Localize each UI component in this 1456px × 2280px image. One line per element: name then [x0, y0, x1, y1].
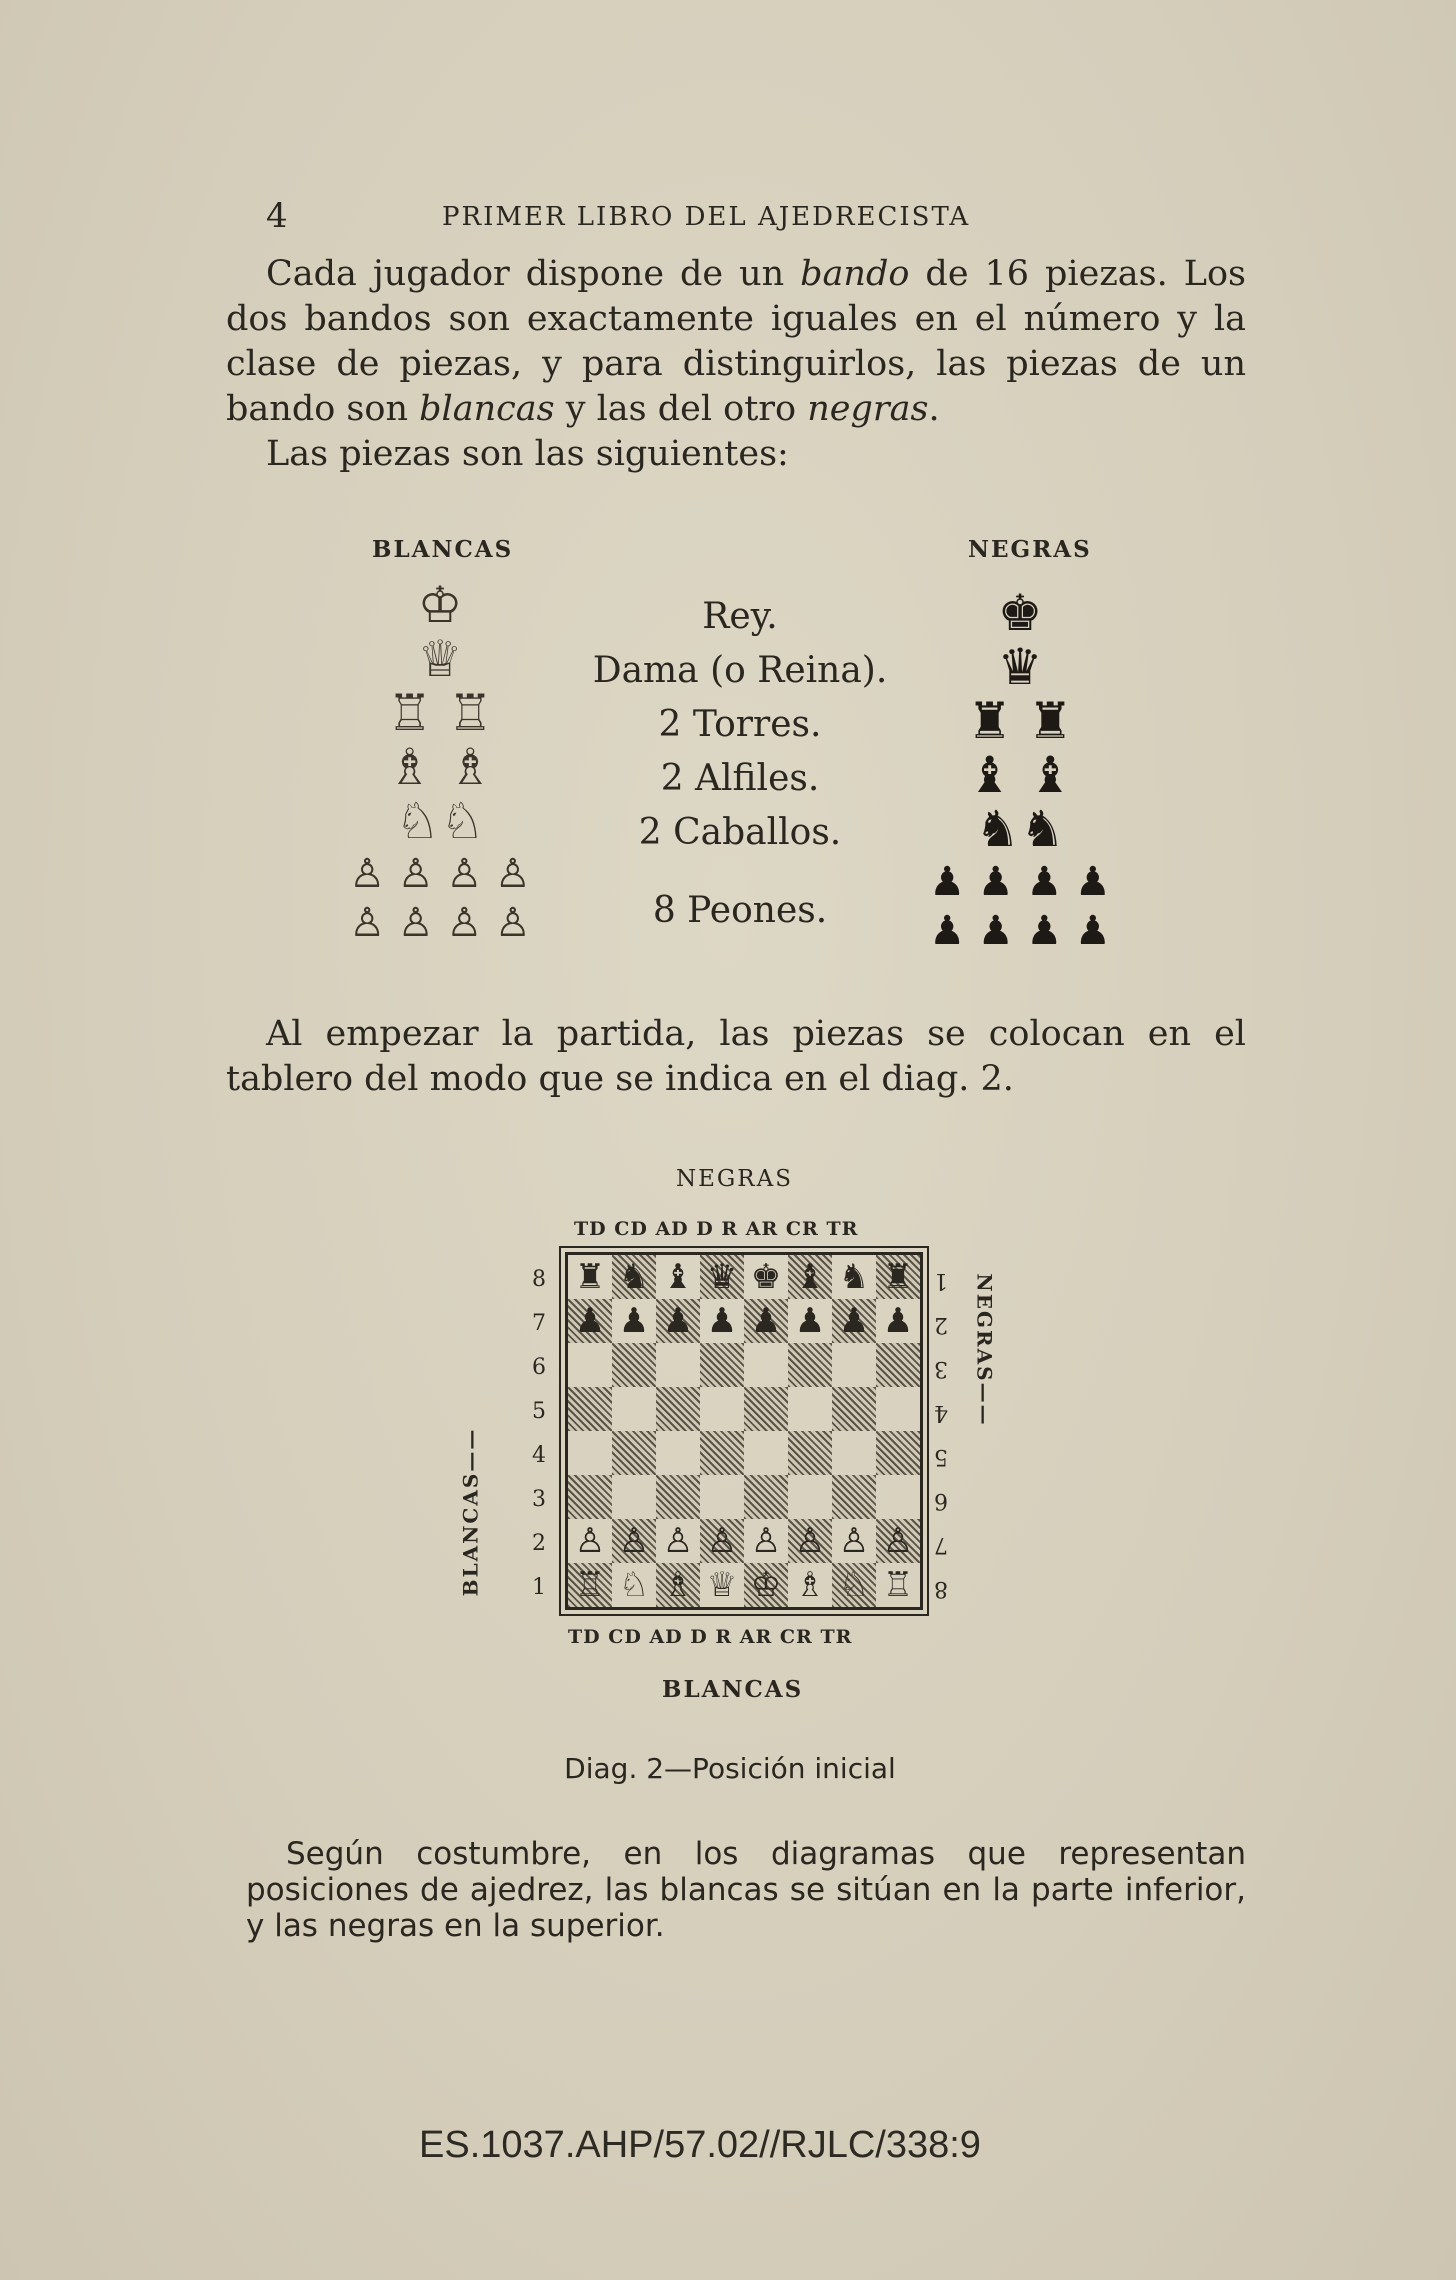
black-pawns-row1-icon: ♟ ♟ ♟ ♟: [929, 859, 1111, 905]
left-rank-4: 4: [532, 1443, 546, 1468]
board-square: ♙: [750, 1521, 782, 1561]
board-square: ♗: [794, 1565, 826, 1605]
board-square: [568, 1387, 612, 1431]
board-square: [744, 1387, 788, 1431]
board-square: [744, 1431, 788, 1475]
board-square: ♟: [832, 1299, 876, 1343]
board-square: [656, 1343, 700, 1387]
board-square: ♙: [788, 1519, 832, 1563]
board-square: ♟: [794, 1301, 826, 1341]
right-rank-4: 4: [934, 1400, 948, 1425]
diagram-files-bottom: TD CD AD D R AR CR TR: [568, 1626, 853, 1648]
white-rooks-icon: ♖ ♖: [387, 684, 493, 742]
diagram-left-side-label: BLANCAS——: [458, 1427, 483, 1597]
left-rank-8: 8: [532, 1267, 546, 1292]
board-square: ♟: [744, 1299, 788, 1343]
white-pawns-row2-icon: ♙ ♙ ♙ ♙: [349, 900, 531, 946]
right-rank-3: 3: [934, 1356, 948, 1381]
archive-reference: ES.1037.AHP/57.02//RJLC/338:9: [419, 2124, 981, 2166]
paragraph-costumbre: [246, 1836, 1246, 1944]
board-square: [876, 1343, 920, 1387]
right-rank-1: 1: [934, 1268, 948, 1293]
black-rooks-icon: ♜ ♜: [967, 692, 1073, 750]
board-square: [700, 1431, 744, 1475]
board-square: [832, 1343, 876, 1387]
name-dama: Dama (o Reina).: [592, 650, 888, 691]
board-square: ♙: [700, 1519, 744, 1563]
board-square: ♜: [574, 1257, 606, 1297]
piece-names-column: [560, 590, 920, 938]
paragraph-colocacion: [226, 1012, 1246, 1102]
board-square: ♙: [876, 1519, 920, 1563]
diagram-bottom-label: BLANCAS: [662, 1676, 804, 1703]
name-torres: 2 Torres.: [658, 704, 822, 745]
board-square: [568, 1431, 612, 1475]
page-number: 4: [266, 196, 288, 236]
p3-text: Al empezar la partida, las piezas se colocan en el tablero del modo que se indica en el diag. 2.: [226, 1014, 1246, 1099]
diagram-right-ranks: [924, 1258, 948, 1610]
board-square: [832, 1475, 876, 1519]
diagram-left-ranks: [522, 1258, 546, 1610]
board-square: ♘: [618, 1565, 650, 1605]
white-pieces-column: [330, 578, 550, 946]
board-square: [744, 1343, 788, 1387]
board-square: [832, 1431, 876, 1475]
board-square: ♞: [612, 1255, 656, 1299]
board-square: ♟: [706, 1301, 738, 1341]
paragraph-bandos: [226, 252, 1246, 432]
p1-em-bando: bando: [800, 254, 910, 294]
board-square: [568, 1343, 612, 1387]
right-rank-2: 2: [934, 1312, 948, 1337]
right-rank-5: 5: [934, 1444, 948, 1469]
left-rank-2: 2: [532, 1531, 546, 1556]
p1-text-3: y las del otro: [554, 389, 808, 429]
board-square: [788, 1387, 832, 1431]
p2-text: Las piezas son las siguientes:: [266, 434, 789, 474]
diagram-files-top: TD CD AD D R AR CR TR: [574, 1218, 859, 1240]
board-square: ♝: [662, 1257, 694, 1297]
board-square: ♔: [744, 1563, 788, 1607]
board-square: ♟: [882, 1301, 914, 1341]
board-square: [832, 1387, 876, 1431]
board-square: [568, 1475, 612, 1519]
right-rank-8: 8: [934, 1576, 948, 1601]
black-king-icon: ♚: [997, 584, 1043, 642]
p1-text-4: .: [928, 389, 940, 429]
board-square: ♖: [568, 1563, 612, 1607]
board-square: [656, 1387, 700, 1431]
board-square: [700, 1343, 744, 1387]
diagram-caption: Diag. 2—Posición inicial: [564, 1752, 896, 1785]
board-square: [700, 1475, 744, 1519]
board-square: [612, 1431, 656, 1475]
name-alfiles: 2 Alfiles.: [660, 758, 820, 799]
running-head: PRIMER LIBRO DEL AJEDRECISTA: [442, 202, 971, 232]
board-square: ♚: [750, 1257, 782, 1297]
board-square: ♟: [618, 1301, 650, 1341]
board-square: [876, 1387, 920, 1431]
board-square: [612, 1343, 656, 1387]
board-square: [788, 1475, 832, 1519]
white-bishops-icon: ♗ ♗: [387, 738, 493, 796]
board-square: ♙: [612, 1519, 656, 1563]
name-rey: Rey.: [702, 596, 778, 637]
pieces-white-label: BLANCAS: [372, 536, 514, 563]
black-pieces-column: [900, 586, 1140, 954]
left-rank-5: 5: [532, 1399, 546, 1424]
name-caballos: 2 Caballos.: [638, 812, 842, 853]
board-square: ♙: [662, 1521, 694, 1561]
white-knights-icon: ♘♘: [395, 792, 485, 850]
left-rank-3: 3: [532, 1487, 546, 1512]
diagram-right-side-label: NEGRAS——: [972, 1273, 997, 1427]
black-bishops-icon: ♝ ♝: [967, 746, 1073, 804]
paragraph-piezas-intro: [226, 432, 1246, 477]
board-square: ♛: [700, 1255, 744, 1299]
p1-em-blancas: blancas: [419, 389, 555, 429]
chess-diagram: [565, 1252, 923, 1610]
board-square: ♙: [838, 1521, 870, 1561]
white-king-icon: ♔: [417, 576, 463, 634]
left-rank-6: 6: [532, 1355, 546, 1380]
black-queen-icon: ♛: [997, 638, 1043, 696]
board-square: ♙: [574, 1521, 606, 1561]
board-square: [612, 1475, 656, 1519]
board-square: [656, 1431, 700, 1475]
board-square: [788, 1343, 832, 1387]
name-peones: 8 Peones.: [652, 890, 828, 931]
chessboard: [565, 1252, 923, 1610]
p1-em-negras: negras: [807, 389, 929, 429]
board-square: [876, 1475, 920, 1519]
white-pawns-row1-icon: ♙ ♙ ♙ ♙: [349, 851, 531, 897]
board-square: ♕: [706, 1565, 738, 1605]
board-square: ♖: [882, 1565, 914, 1605]
p1-text-2: de 16 piezas. Los dos bandos son exactamente iguales en el número y la clase de piezas, y para distinguirlos, las piezas de un bando son: [226, 254, 1246, 429]
board-square: [744, 1475, 788, 1519]
right-rank-6: 6: [934, 1488, 948, 1513]
white-queen-icon: ♕: [417, 630, 463, 688]
board-square: [612, 1387, 656, 1431]
p1-text-1: Cada jugador dispone de un: [266, 254, 801, 294]
left-rank-1: 1: [532, 1575, 546, 1600]
p4-text: Según costumbre, en los diagramas que representan posiciones de ajedrez, las blancas se sitúan en la parte inferior, y las negras en la superior.: [246, 1836, 1246, 1944]
right-rank-7: 7: [934, 1532, 948, 1557]
board-square: ♝: [788, 1255, 832, 1299]
diagram-top-label: NEGRAS: [676, 1166, 793, 1192]
board-square: ♟: [568, 1299, 612, 1343]
board-square: [700, 1387, 744, 1431]
pieces-black-label: NEGRAS: [968, 536, 1092, 563]
board-square: ♟: [656, 1299, 700, 1343]
board-square: [876, 1431, 920, 1475]
board-square: ♞: [838, 1257, 870, 1297]
black-pawns-row2-icon: ♟ ♟ ♟ ♟: [929, 908, 1111, 954]
board-square: ♜: [876, 1255, 920, 1299]
board-square: [656, 1475, 700, 1519]
black-knights-icon: ♞♞: [975, 800, 1065, 858]
board-square: ♗: [656, 1563, 700, 1607]
board-square: ♘: [832, 1563, 876, 1607]
left-rank-7: 7: [532, 1311, 546, 1336]
board-square: [788, 1431, 832, 1475]
